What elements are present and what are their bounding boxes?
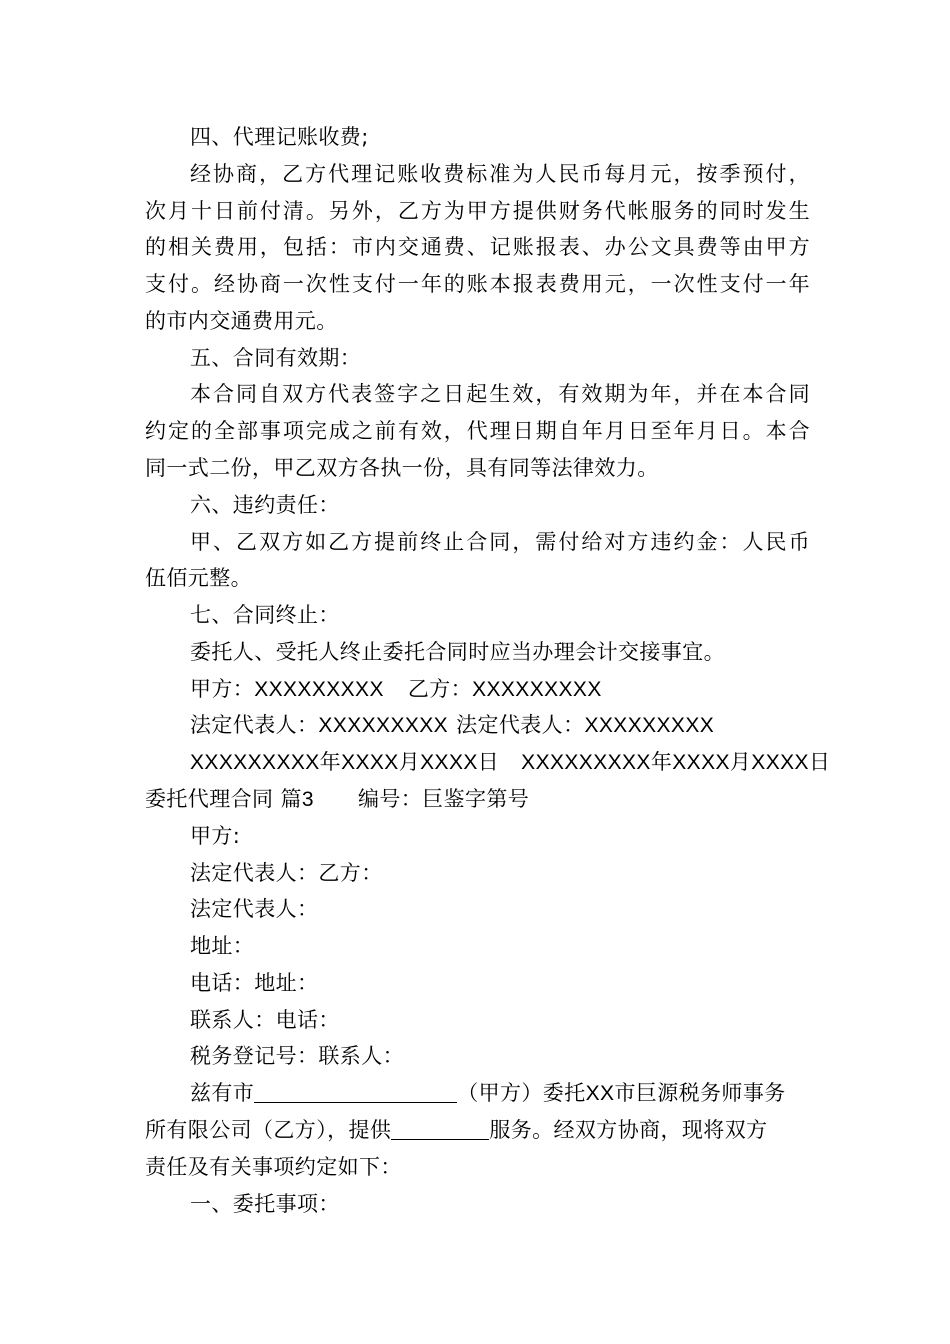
party-b-placeholder: XXXXXXXXX — [472, 678, 602, 701]
section-heading-breach: 六、违约责任： — [190, 493, 340, 517]
paragraph-line: 责任及有关事项约定如下： — [145, 1155, 402, 1179]
party-b-label: 乙方： — [407, 677, 473, 701]
party-a-label: 甲方： — [190, 677, 255, 701]
field-phone-address: 电话：地址： — [190, 971, 319, 995]
date-b-month-placeholder: XXXX — [672, 751, 730, 774]
paragraph-line: 甲、乙双方如乙方提前终止合同，需付给对方违约金：人民币 — [190, 530, 810, 554]
paragraph-line: 伍佰元整。 — [145, 566, 252, 590]
field-tax-contact: 税务登记号：联系人： — [190, 1044, 404, 1068]
field-representative: 法定代表人：乙方： — [190, 861, 383, 885]
paragraph-line: 本合同自双方代表签字之日起生效，有效期为年，并在本合同 — [190, 382, 810, 406]
field-party-a: 甲方: — [190, 824, 241, 848]
signature-parties-line — [190, 671, 810, 707]
section-heading-term: 五、合同有效期： — [190, 346, 362, 370]
field-address: 地址： — [190, 934, 255, 958]
month-label: 月 — [398, 750, 421, 774]
field-representative: 法定代表人： — [190, 897, 319, 921]
blank-underline — [391, 1117, 489, 1140]
year-label: 年 — [319, 750, 342, 774]
paragraph-line: 次月十日前付清。另外，乙方为甲方提供财务代帐服务的同时发生 — [145, 199, 810, 223]
contract-title: 委托代理合同 篇 — [145, 787, 302, 811]
paragraph-line: 经协商，乙方代理记账收费标准为人民币每月元，按季预付， — [190, 162, 810, 186]
date-b-year-placeholder: XXXXXXXXX — [521, 751, 651, 774]
date-a-month-placeholder: XXXX — [341, 751, 399, 774]
paragraph-line: 委托人、受托人终止委托合同时应当办理会计交接事宜。 — [190, 640, 725, 664]
contract-code: 编号：巨鉴字第号 — [357, 787, 530, 811]
blank-underline — [254, 1080, 457, 1103]
section-heading-entrusted-matters: 一、委托事项： — [190, 1192, 340, 1216]
paragraph-line: 支付。经协商一次性支付一年的账本报表费用元，一次性支付一年 — [145, 272, 810, 296]
paragraph-line: 所有限公司（乙方），提供 服务。经双方协商，现将双方 — [145, 1118, 768, 1142]
rep-a-label: 法定代表人： — [190, 713, 319, 737]
date-b-day-placeholder: XXXX — [751, 751, 809, 774]
rep-b-label: 法定代表人： — [456, 713, 585, 737]
section-heading-termination: 七、合同终止： — [190, 603, 340, 627]
rep-a-placeholder: XXXXXXXXX — [318, 714, 449, 737]
month-label: 月 — [729, 750, 752, 774]
day-label: 日 — [477, 750, 500, 774]
date-a-day-placeholder: XXXX — [420, 751, 478, 774]
rep-b-placeholder: XXXXXXXXX — [584, 714, 715, 737]
day-label: 日 — [808, 750, 831, 774]
paragraph-line: 的相关费用，包括：市内交通费、记账报表、办公文具费等由甲方 — [145, 235, 810, 259]
paragraph-line: 兹有市 （甲方）委托XX市巨源税务师事务 — [190, 1081, 786, 1105]
date-a-year-placeholder: XXXXXXXXX — [190, 751, 320, 774]
field-contact-phone: 联系人：电话： — [190, 1008, 340, 1032]
year-label: 年 — [650, 750, 673, 774]
section-heading-fee: 四、代理记账收费; — [190, 125, 369, 149]
paragraph-line: 约定的全部事项完成之前有效，代理日期自年月日至年月日。本合 — [145, 419, 810, 443]
party-a-placeholder: XXXXXXXXX — [254, 678, 384, 701]
contract-title-line — [145, 781, 810, 817]
contract-number: 3 — [301, 788, 314, 811]
paragraph-line: 的市内交通费用元。 — [145, 309, 338, 333]
signature-dates-line — [190, 744, 831, 780]
signature-representatives-line — [190, 707, 810, 743]
paragraph-line: 同一式二份，甲乙双方各执一份，具有同等法律效力。 — [145, 456, 659, 480]
